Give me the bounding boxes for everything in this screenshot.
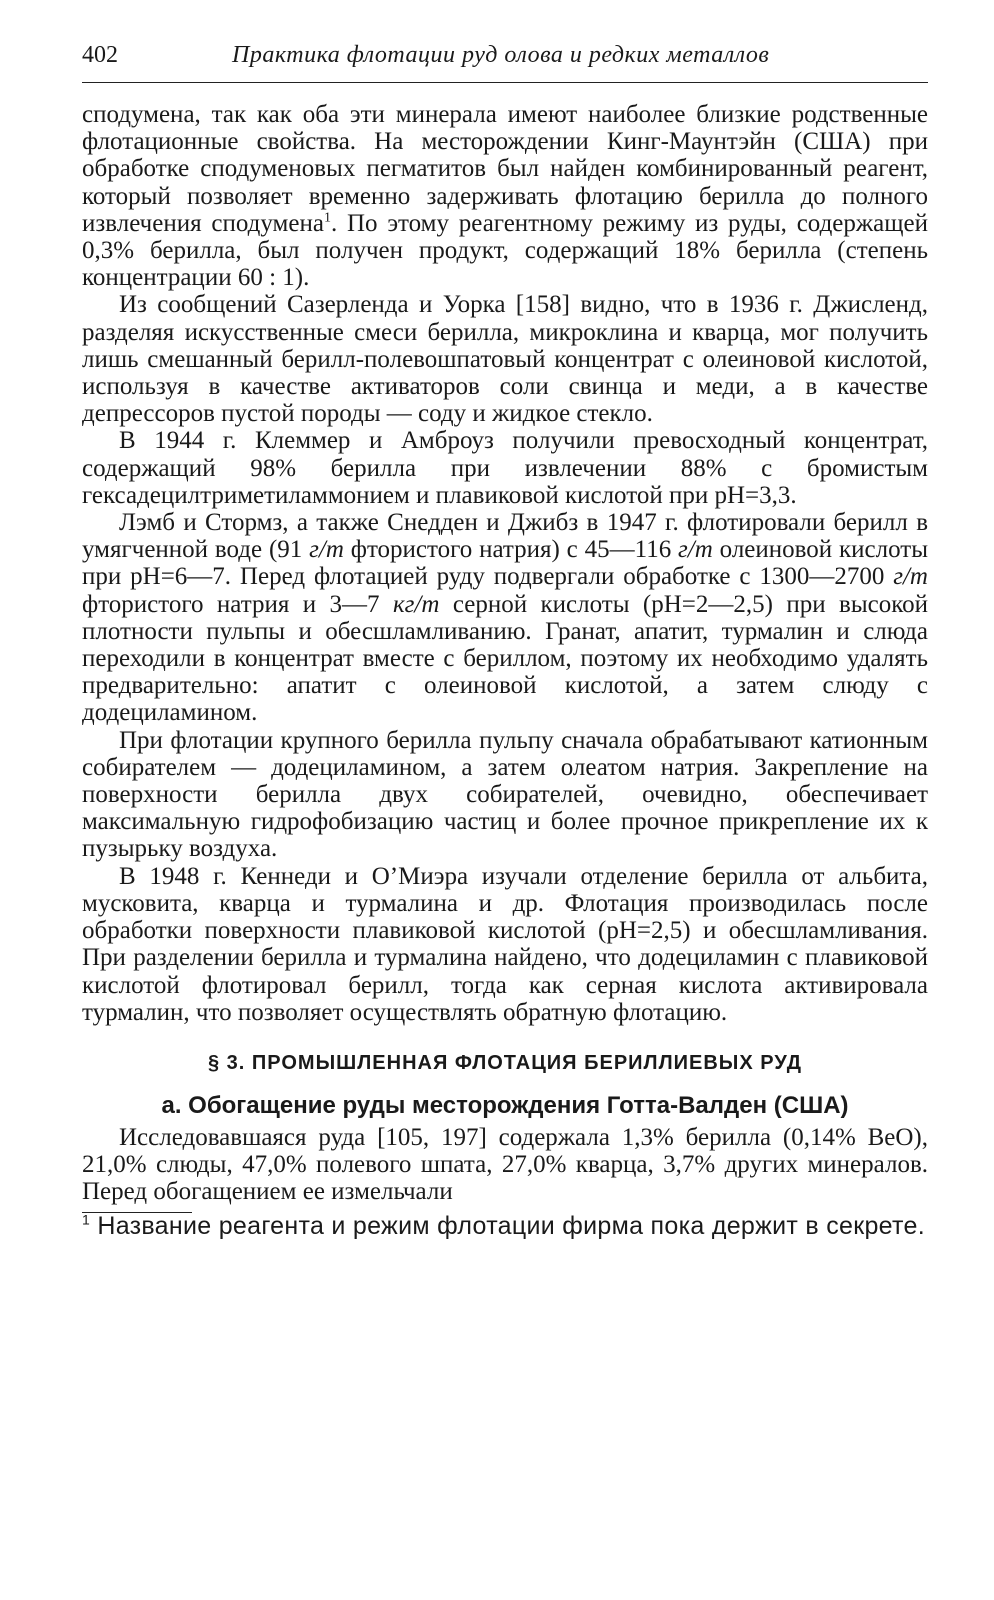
footnote [82,1213,928,1240]
paragraph-4 [82,509,928,727]
paragraph-1 [82,101,928,291]
subsection-heading: а. Обогащение руды месторождения Готта-Валден (США) [161,1091,849,1119]
paragraph-5: При флотации крупного берилла пульпу сначала обрабатывают катионным собирателем — додециламином, а затем олеатом натрия. Закрепление на поверхности берилла двух собирателей, очевидно, обеспечивает максимальную гидрофобизацию частиц и более прочное прикрепление их к пузырьку воздуха. [82,726,928,863]
paragraph-3: В 1944 г. Клеммер и Амброуз получили превосходный концентрат, содержащий 98% берилла при извлечении 88% с бромистым гексадецилтриметиламмонием и плавиковой кислотой при pH=3,3. [82,427,928,509]
paragraph-4-part: олеиновой кислоты при pH=6—7. Перед флотацией руду подвергали обработке с 1300—2700 [82,536,928,591]
footnote-marker: 1 [82,1211,91,1228]
paragraph-1-text: сподумена, так как оба эти минерала имеют наиболее близкие родственные флотационные свойства. На месторождении Кинг-Маунтэйн (США) при обработке сподуменовых пегматитов был найден комбинированный реагент, который позволяет временно задерживать флотацию берилла до полного извлечения сподумена [82,101,928,237]
footnote-ref: 1 [323,210,331,226]
footnote-text: Название реагента и режим флотации фирма пока держит в секрете. [90,1211,925,1240]
paragraph-4-part: фтористого натрия) с 45—116 [343,536,679,564]
running-title: Практика флотации руд олова и редких металлов [232,42,770,68]
paragraph-1-tail: . По этому реагентному режиму из руды, содержащей 0,3% берилла, был получен продукт, содержащий 18% берилла (степень концентрации 60 : 1). [82,209,928,292]
unit: г/т [309,536,344,564]
paragraph-2: Из сообщений Сазерленда и Уорка [158] видно, что в 1936 г. Джисленд, разделяя искусственные смеси берилла, микроклина и кварца, мог получить лишь смешанный берилл-полевошпатовый концентрат с олеиновой кислотой, используя в качестве активаторов соли свинца и меди, а в качестве депрессоров пустой породы — соду и жидкое стекло. [82,291,928,428]
page-number: 402 [82,42,118,68]
paragraph-7: Исследовавшаяся руда [105, 197] содержала 1,3% берилла (0,14% BeO), 21,0% слюды, 47,0% полевого шпата, 27,0% кварца, 3,7% других минералов. Перед обогащением ее измельчали [82,1123,928,1206]
paragraph-4-part: Лэмб и Стормз, а также Снедден и Джибз в 1947 г. флотировали берилл в умягченной воде (91 [82,509,928,564]
unit: г/т [678,536,713,564]
body-text [82,101,928,1240]
section-heading: § 3. ПРОМЫШЛЕННАЯ ФЛОТАЦИЯ БЕРИЛЛИЕВЫХ РУД [208,1051,802,1074]
paragraph-4-part: фтористого натрия и 3—7 [82,590,393,618]
unit: г/т [893,563,928,591]
paragraph-6: В 1948 г. Кеннеди и О’Миэра изучали отделение берилла от альбита, мусковита, кварца и турмалина и др. Флотация производилась после обработки поверхности плавиковой кислотой (pH=2,5) и обесшламливания. При разделении берилла и турмалина найдено, что додециламин с плавиковой кислотой флотировал берилл, тогда как серная кислота активировала турмалин, что позволяет осуществлять обратную флотацию. [82,862,928,1026]
running-head [82,42,928,83]
paragraph-4-part: серной кислоты (pH=2—2,5) при высокой плотности пульпы и обесшламливанию. Гранат, апатит, турмалин и слюда переходили в концентрат вместе с бериллом, поэтому их необходимо удалять предварительно: апатит с олеиновой кислотой, а затем слюду с додециламином. [82,590,928,727]
unit: кг/т [392,590,440,618]
